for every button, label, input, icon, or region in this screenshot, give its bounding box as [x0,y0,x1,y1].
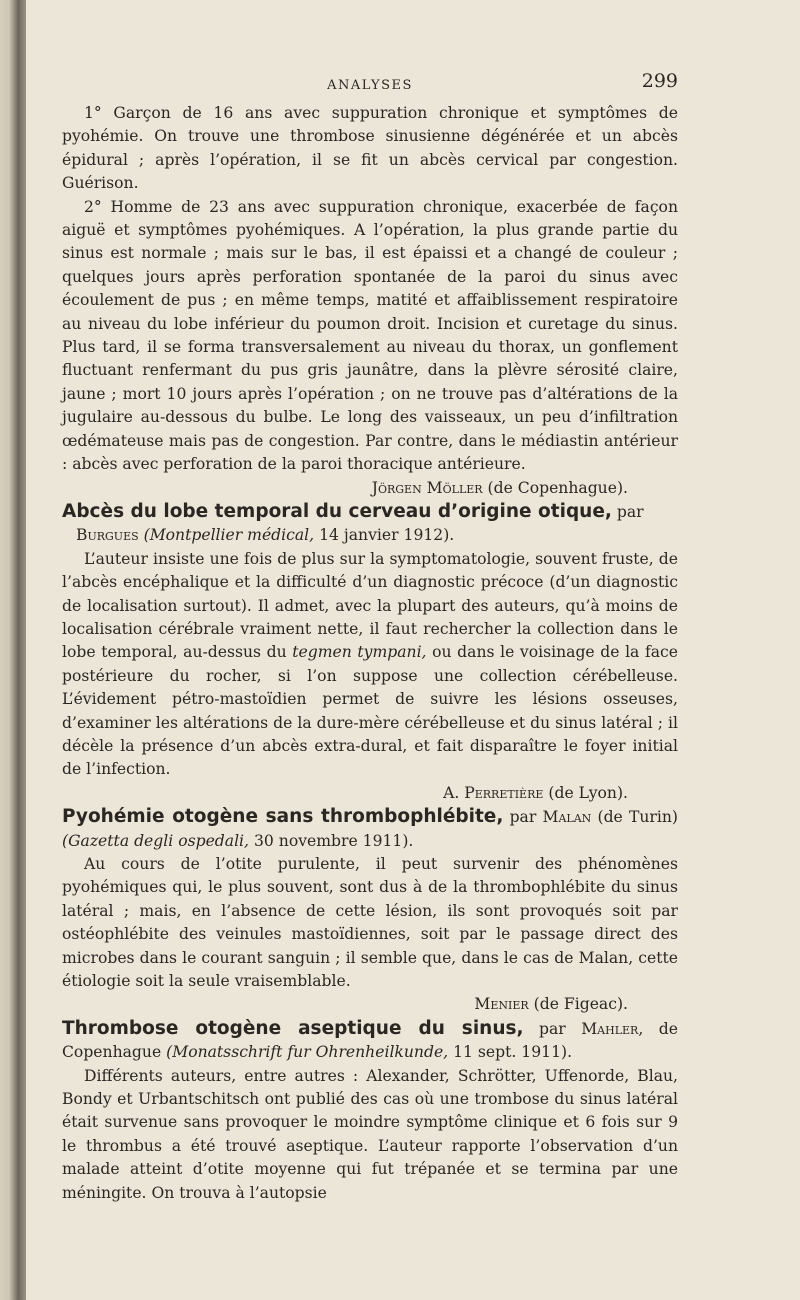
signature-3 [62,993,678,1016]
article-3-journal: (Gazetta degli ospedali, [62,831,250,850]
article-4-date: 11 sept. 1911). [453,1043,573,1062]
article-3-heading [62,805,678,853]
article-2-by: par [616,502,644,521]
article-3-by: par [509,808,537,827]
article-4-heading [62,1017,678,1065]
running-head [62,68,678,102]
article-4-title: Thrombose otogène aseptique du sinus, [62,1017,524,1039]
article-3-date: 30 novembre 1911). [253,831,414,850]
article-4-place: de Copenhague [62,1019,678,1062]
article-4-paragraph: Différents auteurs, entre autres : Alexander, Schrötter, Uffenorde, Blau, Bondy et Urbantschitsch ont publié des cas où une trombose du sinus latéral était survenue sans provoquer le moindre symptôme clinique et 6 fois sur 9 le thrombus a été trouvé aseptique. L’auteur rapporte l’observation d’un malade atteint d’otite moyenne qui fut trépanée et se termina par une méningite. On trouva à l’autopsie [62,1066,678,1202]
signature-2-place: (de Lyon). [548,783,628,802]
book-spine-shadow [0,0,26,1300]
signature-2 [62,782,678,805]
article-4-journal: (Monatsschrift fur Ohrenheilkunde, [166,1043,449,1062]
article-2-ref [62,524,678,547]
signature-3-name: Menier [474,995,529,1014]
running-head-title: ANALYSES [327,78,413,93]
article-3-title: Pyohémie otogène sans thrombophlébite, [62,806,504,828]
journal-page [62,68,678,1205]
article-2-date: 14 janvier 1912). [319,526,455,545]
article-3-paragraph: Au cours de l’otite purulente, il peut survenir des phénomènes pyohémiques qui, le plus souvent, sont dus à de la thrombophlébite du sinus latéral ; mais, en l’absence de cette lésion, ils sont provoqués soit par ostéophlébite des veinules mastoïdiennes, soit par le passage direct des microbes dans le courant sanguin ; il semble que, dans le cas de Malan, cette étiologie soit la seule vraisemblable. [62,855,678,991]
article-2-text-1: L’auteur insiste une fois de plus sur la symptomatologie, souvent fruste, de l’abcès encéphalique et la difficulté d’un diagnostic précoce (d’un diagnostic de localisation surtout). Il admet, avec la plupart des auteurs, qu’à moins de localisation cérébrale vraiment nette, il faut rechercher la collection dans le lobe temporal, au-dessus du [62,549,678,662]
article-2-text-2: ou dans le voisinage de la face postérieure du rocher, si l’on suppose une collection cérébelleuse. L’évidement pétro-mastoïdien permet de suivre les lésions osseuses, d’examiner les altérations de la dure-mère cérébelleuse et du sinus latéral ; il décèle la présence d’un abcès extra-dural, et fait disparaître le foyer initial de l’infection. [62,643,678,779]
article-2-title: Abcès du lobe temporal du cerveau d’origine otique, [62,500,612,522]
article-3-author: Malan [542,808,592,827]
signature-1-place: (de Copenhague). [487,478,628,497]
article-2-text-italic: tegmen tympani, [292,643,427,662]
article-4-author: Mahler, [581,1019,644,1038]
article-4-by: par [539,1019,566,1038]
signature-3-place: (de Figeac). [533,995,628,1014]
case-1-paragraph: 1° Garçon de 16 ans avec suppuration chronique et symptômes de pyohémie. On trouve une thrombose sinusienne dégénérée et un abcès épidural ; après l’opération, il se fit un abcès cervical par congestion. Guérison. [62,104,678,193]
signature-1 [62,477,678,500]
article-2-heading [62,500,678,548]
page-number: 299 [641,70,678,92]
signature-2-name: A. Perretière [443,783,544,802]
signature-1-name: Jörgen Möller [371,478,483,497]
article-2-author: Burgues [76,526,139,545]
article-3-place: (de Turin) [597,808,678,827]
article-2-paragraph [62,548,678,782]
article-2-journal: (Montpellier médical, [143,526,315,545]
case-2-paragraph: 2° Homme de 23 ans avec suppuration chronique, exacerbée de façon aiguë et symptômes pyohémiques. A l’opération, la plus grande partie du sinus est normale ; mais sur le bas, il est épaissi et a changé de couleur ; quelques jours après perforation spontanée de la paroi du sinus avec écoulement de pus ; en même temps, matité et affaiblissement respiratoire au niveau du lobe inférieur du poumon droit. Incision et curetage du sinus. Plus tard, il se forma transversalement au niveau du thorax, un gonflement fluctuant renfermant du pus gris jaunâtre, dans la plèvre sérosité claire, jaune ; mort 10 jours après l’opération ; on ne trouve pas d’altérations de la jugulaire au-dessous du bulbe. Le long des vaisseaux, un peu d’infiltration œdémateuse mais pas de congestion. Par contre, dans le médiastin antérieur : abcès avec perforation de la paroi thoracique antérieure. [62,197,678,474]
